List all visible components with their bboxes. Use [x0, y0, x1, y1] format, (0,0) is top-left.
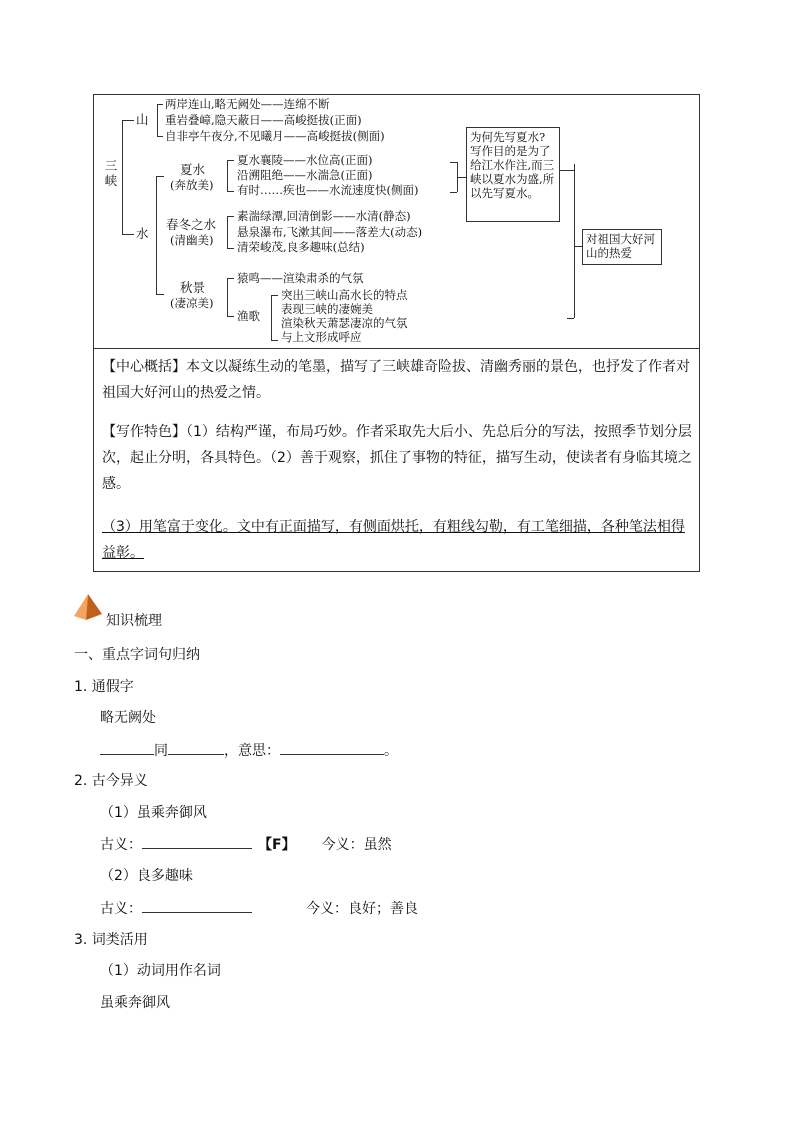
spring-brace — [227, 216, 228, 248]
answer-blank[interactable] — [142, 898, 252, 913]
tongjiazi-item: 略无阙处 — [100, 710, 156, 726]
heading-cilei: 3. 词类活用 — [74, 932, 148, 948]
spring-name: 春冬之水 — [166, 217, 217, 232]
part-heading: 一、重点字词句归纳 — [74, 647, 200, 663]
why-box-connector — [560, 170, 574, 171]
water-label: 水 — [136, 226, 149, 241]
water-tick-summer — [156, 176, 164, 177]
summer-to-box — [457, 177, 466, 178]
pyramid-icon — [74, 594, 102, 620]
fisher-item: 与上文形成呼应 — [281, 330, 362, 344]
ancient-label: 古义： — [100, 901, 142, 917]
spring-item: 素湍绿潭,回清倒影——水清(静态) — [237, 209, 411, 223]
heading-gujin: 2. 古今异义 — [74, 773, 148, 789]
feature-text: （1）结构严谨，布局巧妙。作者采取先大后小、先总后分的写法，按照季节划分层次，起止分明，各具特色。（2）善于观察，抓住了事物的特征，描写生动，使读者有身临其境之感。 — [102, 424, 692, 492]
root-label: 三峡 — [104, 158, 118, 188]
summer-item: 有时……疾也——水流速度快(侧面) — [237, 183, 419, 197]
cilei-item: 虽乘奔御风 — [100, 995, 170, 1011]
summer-item: 沿溯阻绝——水湍急(正面) — [237, 168, 373, 182]
summer-brace — [227, 160, 228, 191]
tongjiazi-fill-row — [100, 740, 398, 761]
end-mark: 。 — [384, 743, 398, 759]
answer-blank[interactable] — [168, 740, 224, 755]
spring-tick-1 — [227, 216, 234, 217]
water-brace — [156, 176, 157, 294]
center-text: 本文以凝练生动的笔墨，描写了三峡雄奇险拔、清幽秀丽的景色，也抒发了作者对祖国大好河山的热爱之情。 — [102, 359, 690, 401]
same-text: 同 — [154, 743, 168, 759]
mountain-tick-1 — [157, 104, 163, 105]
answer-blank[interactable] — [100, 740, 154, 755]
mountain-tick-3 — [157, 136, 163, 137]
modern-meaning: 今义：良好；善良 — [306, 901, 418, 917]
summer-item: 夏水襄陵——水位高(正面) — [237, 153, 373, 167]
fisher-item: 渲染秋天萧瑟凄凉的气氛 — [281, 316, 408, 330]
autumn-beauty: (凄凉美) — [170, 296, 214, 310]
fisher-label: 渔歌 — [237, 309, 260, 323]
writing-features — [102, 419, 692, 497]
f-tag: 【F】 — [258, 837, 296, 853]
spring-item: 清荣峻茂,良多趣味(总结) — [237, 240, 365, 254]
summer-right-tick-3 — [450, 192, 457, 193]
structure-diagram — [0, 0, 794, 344]
mountain-item: 重岩叠嶂,隐天蔽日——高峻挺拔(正面) — [165, 113, 362, 127]
center-summary — [102, 354, 692, 406]
gujin-row2 — [100, 898, 418, 919]
autumn-brace — [227, 278, 228, 316]
spring-item: 悬泉瀑布,飞漱其间——落差大(动态) — [237, 225, 423, 239]
mountain-item: 自非亭午夜分,不见曦月——高峻挺拔(侧面) — [165, 129, 385, 143]
root-branch-water — [122, 234, 134, 235]
summer-tick-1 — [227, 160, 234, 161]
spring-tick-3 — [227, 248, 234, 249]
fisher-item: 突出三峡山高水长的特点 — [281, 288, 408, 302]
root-brace — [122, 120, 123, 234]
section-title: 知识梳理 — [106, 613, 162, 629]
center-label: 【中心概括】 — [102, 359, 186, 375]
summer-right-tick-1 — [450, 162, 457, 163]
autumn-name: 秋景 — [180, 280, 206, 295]
meaning-text: ，意思： — [224, 743, 280, 759]
heading-tongjiazi: 1. 通假字 — [74, 679, 134, 695]
writing-feature-3: （3）用笔富于变化。文中有正面描写，有侧面烘托，有粗线勾勒，有工笔细描，各种笔法相得益彰。 — [102, 519, 685, 561]
love-box: 对祖国大好河山的热爱 — [582, 229, 662, 265]
answer-blank[interactable] — [280, 740, 384, 755]
why-summer-box: 为何先写夏水?写作目的是为了给江水作注,而三峡以夏水为盛,所以先写夏水。 — [466, 127, 560, 222]
love-connector — [574, 246, 582, 247]
cilei-sub1: （1）动词用作名词 — [100, 963, 221, 979]
autumn-ape: 猿鸣——渲染肃杀的气氛 — [237, 271, 364, 285]
mountain-item: 两岸连山,略无阙处——连绵不断 — [165, 97, 330, 111]
frame-divider — [94, 348, 699, 349]
gujin-sub2: （2）良多趣味 — [100, 868, 193, 884]
ancient-label: 古义： — [100, 837, 142, 853]
summer-name: 夏水 — [180, 162, 206, 177]
mountain-brace — [157, 104, 158, 136]
fisher-tick-4 — [271, 340, 278, 341]
spring-beauty: (清幽美) — [170, 233, 214, 247]
summer-beauty: (奔放美) — [170, 178, 214, 192]
fisher-brace — [271, 295, 272, 340]
mountain-label: 山 — [136, 112, 149, 127]
summer-tick-3 — [227, 191, 234, 192]
love-brace — [574, 164, 575, 318]
fisher-item: 表现三峡的凄婉美 — [281, 302, 373, 316]
autumn-tick-ape — [227, 278, 234, 279]
autumn-tick-fisher — [227, 316, 234, 317]
gujin-row1 — [100, 834, 392, 855]
gujin-sub1: （1）虽乘奔御风 — [100, 805, 207, 821]
fisher-tick-1 — [271, 295, 278, 296]
modern-meaning: 今义：虽然 — [321, 837, 392, 853]
feature-label: 【写作特色】 — [102, 424, 186, 440]
answer-blank[interactable] — [142, 834, 252, 849]
root-branch-mountain — [122, 120, 134, 121]
love-brace-bottom — [567, 318, 574, 319]
water-tick-autumn — [156, 294, 164, 295]
